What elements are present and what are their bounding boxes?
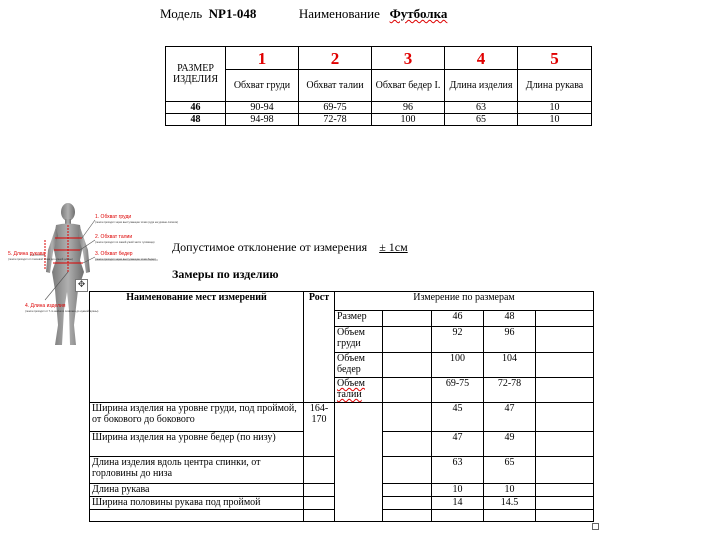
size-table	[165, 46, 592, 126]
table-resize-handle[interactable]	[592, 523, 599, 530]
table-row	[166, 114, 592, 126]
row-value: 10	[432, 484, 484, 497]
tolerance-value: ± 1см	[379, 240, 408, 254]
callout-title: 5. Длина рукава	[8, 251, 46, 257]
callout-note: (лента проходит по самой узкой части туловища)	[95, 241, 155, 244]
param-label: Объем талии	[335, 378, 383, 403]
row-value: 45	[432, 403, 484, 432]
size-col-number: 1	[226, 47, 299, 70]
callout-title: 1. Обхват груди	[95, 214, 132, 220]
size-col-number: 2	[299, 47, 372, 70]
param-value: 46	[432, 311, 484, 327]
row-value: 47	[484, 403, 536, 432]
row-label: Длина рукава	[90, 484, 304, 497]
size-col-label: Длина рукава	[518, 70, 592, 102]
size-cell: 63	[445, 102, 518, 114]
size-cell: 10	[518, 114, 592, 126]
param-label: Размер	[335, 311, 383, 327]
size-cell: 10	[518, 102, 592, 114]
tolerance-line	[172, 240, 408, 255]
size-cell: 48	[166, 114, 226, 126]
name-label: Наименование	[298, 6, 380, 21]
size-col-label: Обхват талии	[299, 70, 372, 102]
product-name: Футболка	[389, 6, 448, 21]
table-move-handle-icon[interactable]: ✥	[75, 279, 88, 292]
size-cell: 94-98	[226, 114, 299, 126]
callout-title: 2. Обхват талии	[95, 234, 133, 240]
size-col-label: Обхват бедер I.	[372, 70, 445, 102]
table-row	[166, 102, 592, 114]
height-value: 164-170	[304, 403, 335, 457]
measurement-table	[89, 291, 594, 522]
row-value: 14	[432, 497, 484, 510]
callout-note: (лента проходит от 7-го шейного позвонка до нужной длины)	[25, 310, 99, 313]
row-value: 10	[484, 484, 536, 497]
param-label: Объем груди	[335, 327, 383, 353]
measure-heading: Замеры по изделию	[172, 267, 279, 281]
header-height: Рост	[304, 292, 335, 403]
size-col-label: Длина изделия	[445, 70, 518, 102]
size-cell: 69-75	[299, 102, 372, 114]
size-corner-label: РАЗМЕР ИЗДЕЛИЯ	[166, 47, 226, 102]
tolerance-text: Допустимое отклонение от измерения	[172, 240, 368, 254]
param-value: 69-75	[432, 378, 484, 403]
table-row	[90, 403, 594, 432]
row-label: Ширина изделия на уровне груди, под проймой, от бокового до бокового	[90, 403, 304, 432]
param-value: 72-78	[484, 378, 536, 403]
param-value: 100	[432, 353, 484, 378]
row-label: Ширина изделия на уровне бедер (по низу)	[90, 432, 304, 457]
size-col-label: Обхват груди	[226, 70, 299, 102]
param-label: Объем бедер	[335, 353, 383, 378]
size-cell: 96	[372, 102, 445, 114]
callout-note: (лента проходит через выступающие точки бедер)	[95, 258, 156, 261]
model-label: Модель	[160, 6, 203, 21]
model-value: NP1-048	[208, 6, 257, 21]
callout-note: (лента проходит от плечевой точки до нужной длины)	[8, 258, 73, 261]
row-value: 65	[484, 457, 536, 484]
row-value: 63	[432, 457, 484, 484]
size-cell: 100	[372, 114, 445, 126]
row-label: Ширина половины рукава под проймой	[90, 497, 304, 510]
size-col-number: 3	[372, 47, 445, 70]
callout-title: 3. Обхват бедер	[95, 251, 133, 257]
header-place-name: Наименование мест измерений	[90, 292, 304, 403]
row-label: Длина изделия вдоль центра спинки, от горловины до низа	[90, 457, 304, 484]
param-value: 92	[432, 327, 484, 353]
row-value: 14.5	[484, 497, 536, 510]
callout-note: (лента проходит через выступающие точки груди на уровне лопаток)	[95, 221, 179, 224]
param-value: 48	[484, 311, 536, 327]
size-col-number: 5	[518, 47, 592, 70]
mannequin-silhouette	[46, 203, 90, 345]
size-cell: 46	[166, 102, 226, 114]
param-value: 96	[484, 327, 536, 353]
param-value: 104	[484, 353, 536, 378]
size-cell: 90-94	[226, 102, 299, 114]
row-value: 49	[484, 432, 536, 457]
size-col-number: 4	[445, 47, 518, 70]
row-value: 47	[432, 432, 484, 457]
size-cell: 65	[445, 114, 518, 126]
document-header	[160, 6, 447, 22]
header-sizes: Измерение по размерам	[335, 292, 594, 311]
callout-title: 4. Длина изделия	[25, 303, 66, 309]
size-cell: 72-78	[299, 114, 372, 126]
